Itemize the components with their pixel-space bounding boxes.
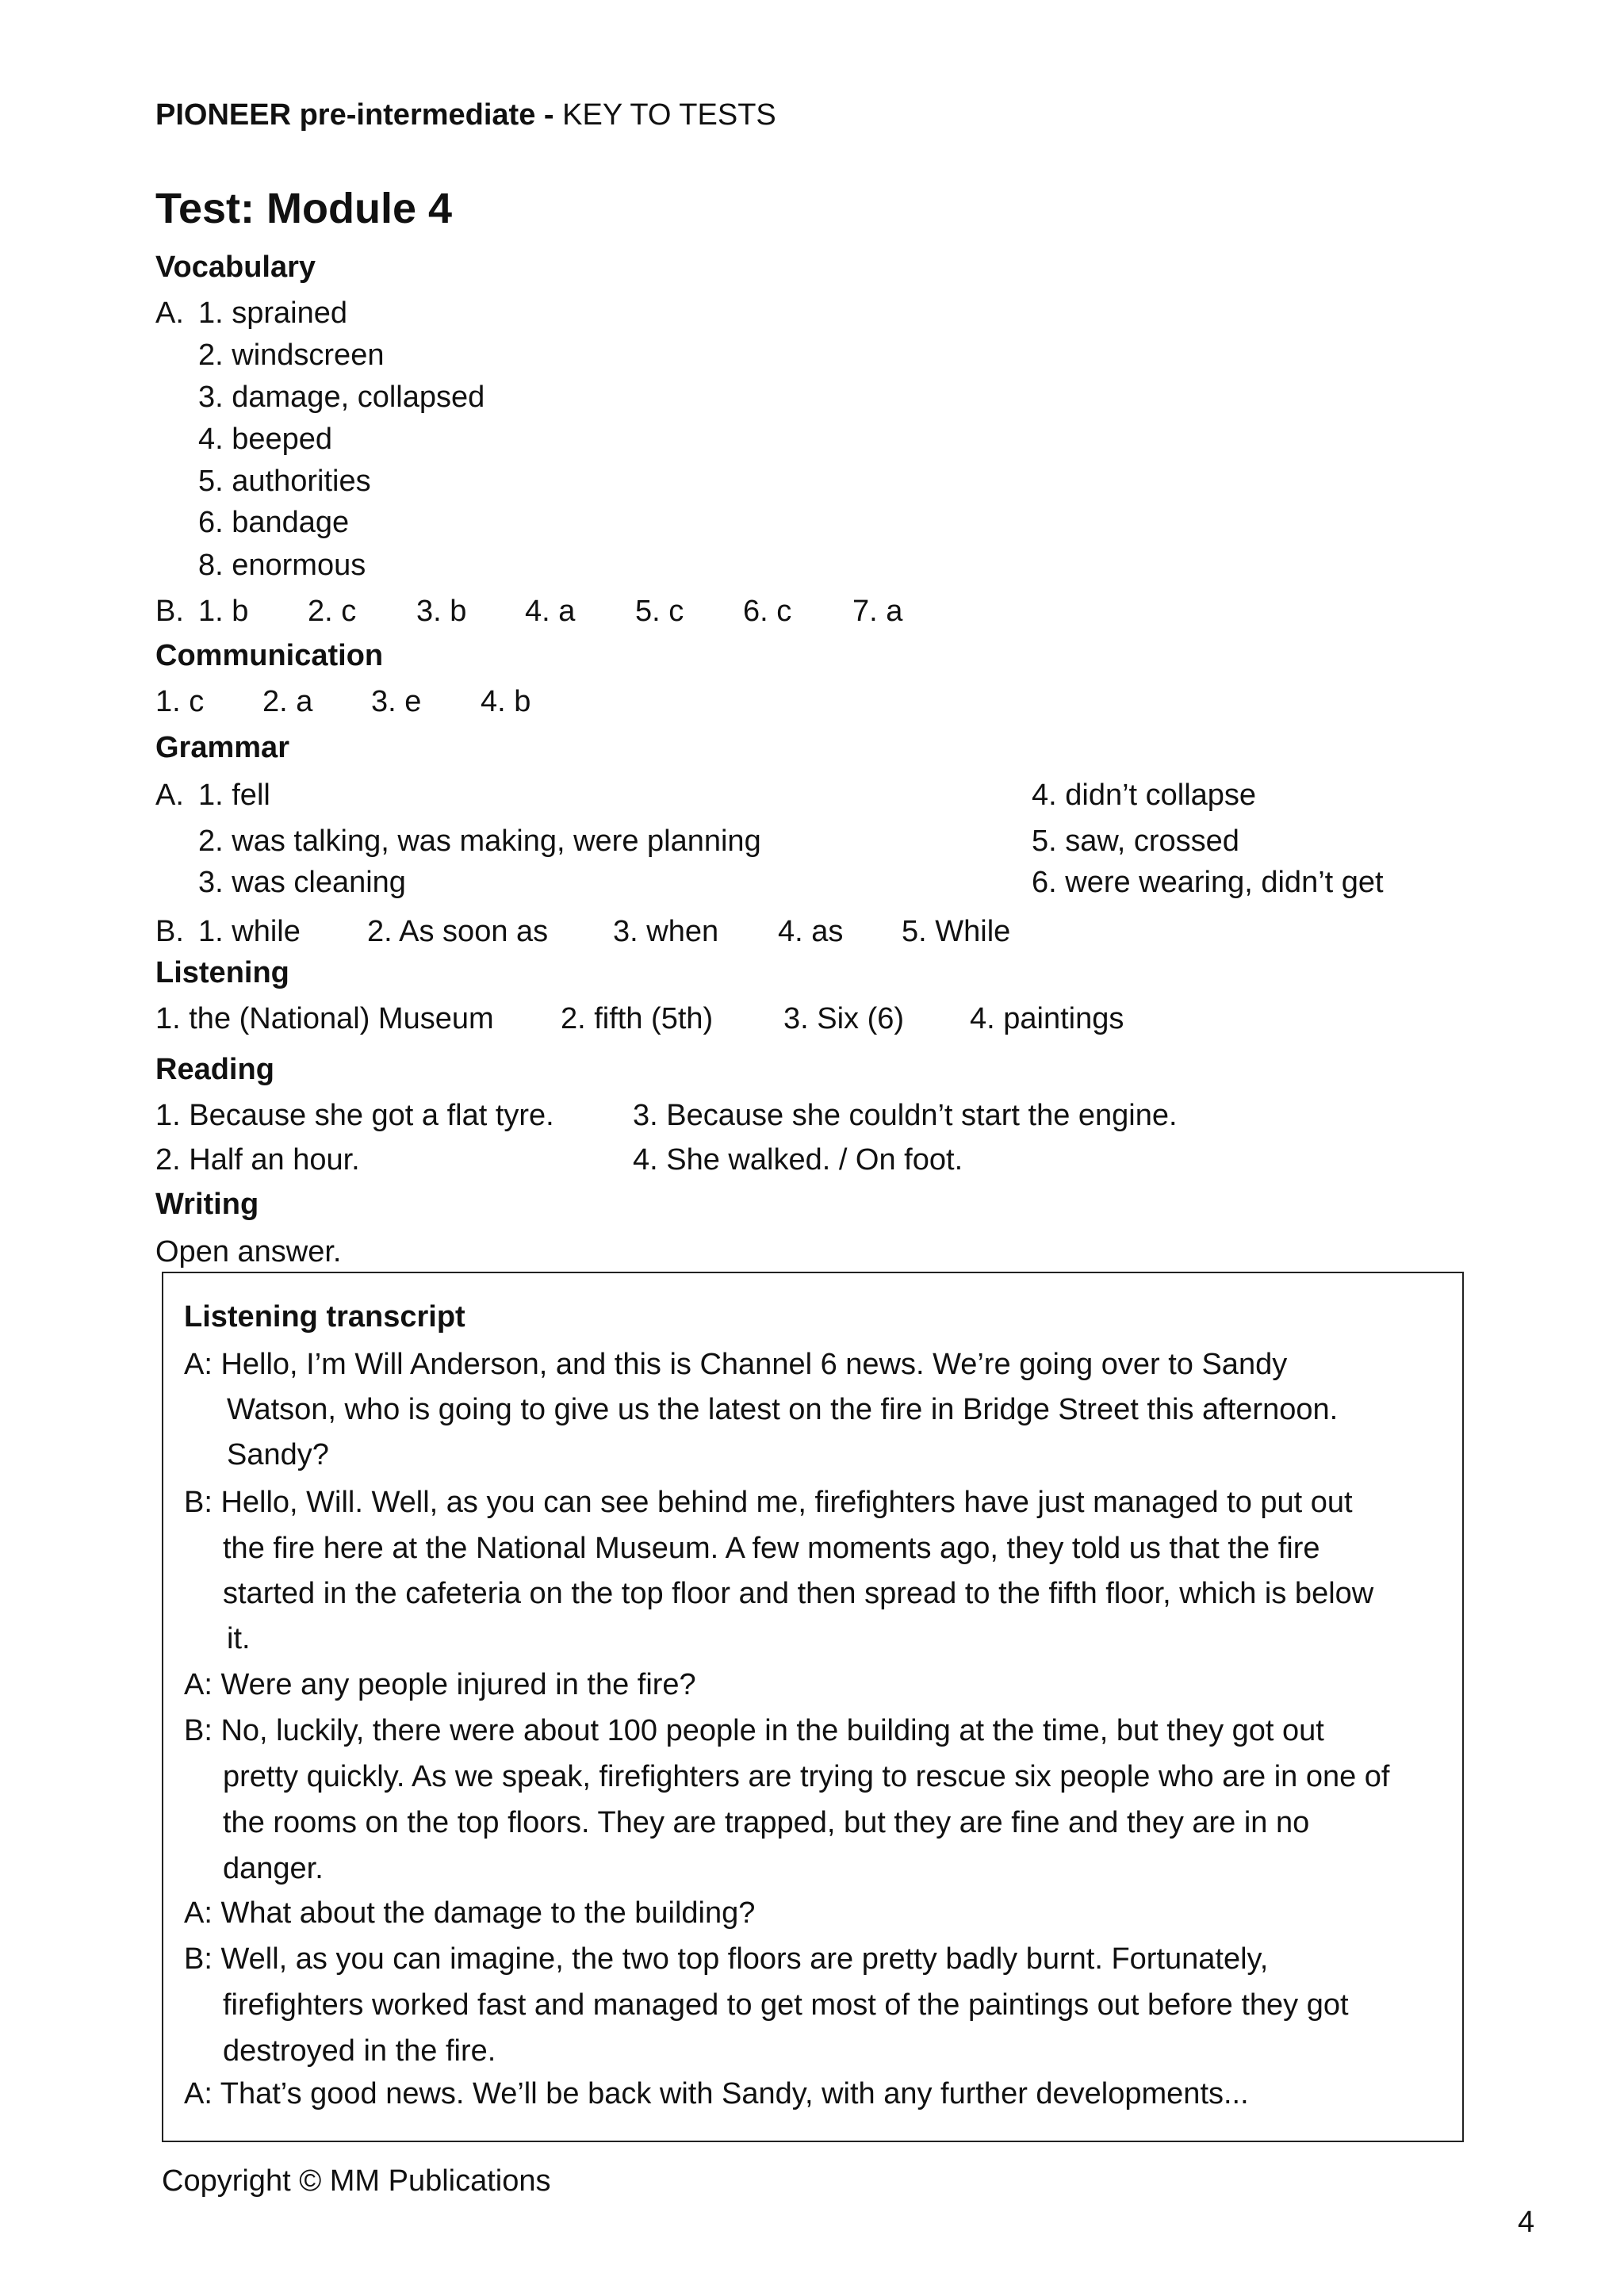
transcript-line: destroyed in the fire. [223, 2034, 496, 2068]
transcript-line: Sandy? [227, 1438, 329, 1471]
writing-answer: Open answer. [155, 1235, 342, 1269]
transcript-line: A: Hello, I’m Will Anderson, and this is Channel 6 news. We’re going over to Sandy [184, 1348, 1288, 1381]
transcript-line: the rooms on the top floors. They are trapped, but they are fine and they are in no [223, 1806, 1310, 1839]
transcript-line: started in the cafeteria on the top floor and then spread to the fifth floor, which is below [223, 1577, 1374, 1610]
reading-item: 1. Because she got a flat tyre. [155, 1099, 554, 1132]
communication-item: 4. b [481, 685, 531, 718]
vocabulary-a-item: 6. bandage [198, 506, 350, 539]
transcript-line: firefighters worked fast and managed to get most of the paintings out before they got [223, 1988, 1349, 2022]
transcript-line: it. [227, 1622, 251, 1655]
vocabulary-b-item: 2. c [308, 595, 357, 628]
header-suffix: KEY TO TESTS [562, 98, 776, 132]
communication-item: 3. e [371, 685, 422, 718]
grammar-a-item: 6. were wearing, didn’t get [1032, 866, 1384, 899]
vocabulary-a-item: 5. authorities [198, 465, 371, 498]
writing-heading: Writing [155, 1188, 259, 1221]
transcript-line: B: Well, as you can imagine, the two top floors are pretty badly burnt. Fortunately, [184, 1942, 1269, 1976]
reading-item: 2. Half an hour. [155, 1143, 360, 1177]
vocabulary-a-item: 4. beeped [198, 423, 333, 456]
reading-heading: Reading [155, 1053, 274, 1086]
transcript-line: A: That’s good news. We’ll be back with Sandy, with any further developments... [184, 2077, 1249, 2110]
vocabulary-b-item: 6. c [743, 595, 792, 628]
grammar-heading: Grammar [155, 731, 289, 764]
communication-item: 2. a [262, 685, 313, 718]
vocabulary-b-item: 1. b [198, 595, 249, 628]
copyright: Copyright © MM Publications [162, 2164, 551, 2198]
transcript-line: A: What about the damage to the building? [184, 1896, 756, 1930]
transcript-line: danger. [223, 1852, 324, 1885]
grammar-a-item: 1. fell [198, 779, 270, 812]
header-brand: PIONEER pre-intermediate [155, 98, 536, 132]
vocabulary-b-item: 7. a [852, 595, 903, 628]
transcript-line: Watson, who is going to give us the latest on the fire in Bridge Street this afternoon. [227, 1393, 1339, 1426]
vocabulary-a-item: 1. sprained [198, 297, 348, 330]
reading-item: 3. Because she couldn’t start the engine. [633, 1099, 1178, 1132]
vocabulary-a-item: 3. damage, collapsed [198, 381, 485, 414]
communication-item: 1. c [155, 685, 205, 718]
grammar-b-item: 3. when [613, 915, 719, 948]
vocabulary-a-label: A. [155, 297, 184, 330]
transcript-line: the fire here at the National Museum. A few moments ago, they told us that the fire [223, 1532, 1320, 1565]
listening-item: 4. paintings [970, 1002, 1124, 1035]
vocabulary-b-label: B. [155, 595, 184, 628]
listening-heading: Listening [155, 956, 289, 989]
page-title: Test: Module 4 [155, 185, 453, 232]
grammar-b-item: 5. While [902, 915, 1011, 948]
listening-item: 3. Six (6) [783, 1002, 905, 1035]
listening-item: 2. fifth (5th) [561, 1002, 714, 1035]
grammar-a-label: A. [155, 779, 184, 812]
reading-item: 4. She walked. / On foot. [633, 1143, 963, 1177]
listening-item: 1. the (National) Museum [155, 1002, 494, 1035]
transcript-line: B: Hello, Will. Well, as you can see behind me, firefighters have just managed to put out [184, 1486, 1353, 1519]
grammar-a-item: 5. saw, crossed [1032, 825, 1239, 858]
page-number: 4 [1518, 2206, 1535, 2239]
transcript-heading: Listening transcript [184, 1300, 465, 1334]
transcript-line: B: No, luckily, there were about 100 people in the building at the time, but they got out [184, 1714, 1324, 1747]
vocabulary-b-item: 4. a [525, 595, 576, 628]
grammar-a-item: 3. was cleaning [198, 866, 406, 899]
grammar-b-label: B. [155, 915, 184, 948]
grammar-b-item: 4. as [778, 915, 844, 948]
communication-heading: Communication [155, 639, 384, 672]
transcript-line: A: Were any people injured in the fire? [184, 1668, 696, 1701]
grammar-a-item: 2. was talking, was making, were planning [198, 825, 761, 858]
vocabulary-heading: Vocabulary [155, 251, 316, 284]
grammar-b-item: 1. while [198, 915, 301, 948]
vocabulary-b-item: 5. c [635, 595, 684, 628]
transcript-line: pretty quickly. As we speak, firefighters are trying to rescue six people who are in one of [223, 1760, 1390, 1793]
page-header [155, 100, 776, 130]
grammar-b-item: 2. As soon as [367, 915, 549, 948]
header-separator: - [543, 98, 554, 132]
vocabulary-a-item: 8. enormous [198, 549, 366, 582]
grammar-a-item: 4. didn’t collapse [1032, 779, 1257, 812]
vocabulary-a-item: 2. windscreen [198, 339, 385, 372]
vocabulary-b-item: 3. b [416, 595, 467, 628]
